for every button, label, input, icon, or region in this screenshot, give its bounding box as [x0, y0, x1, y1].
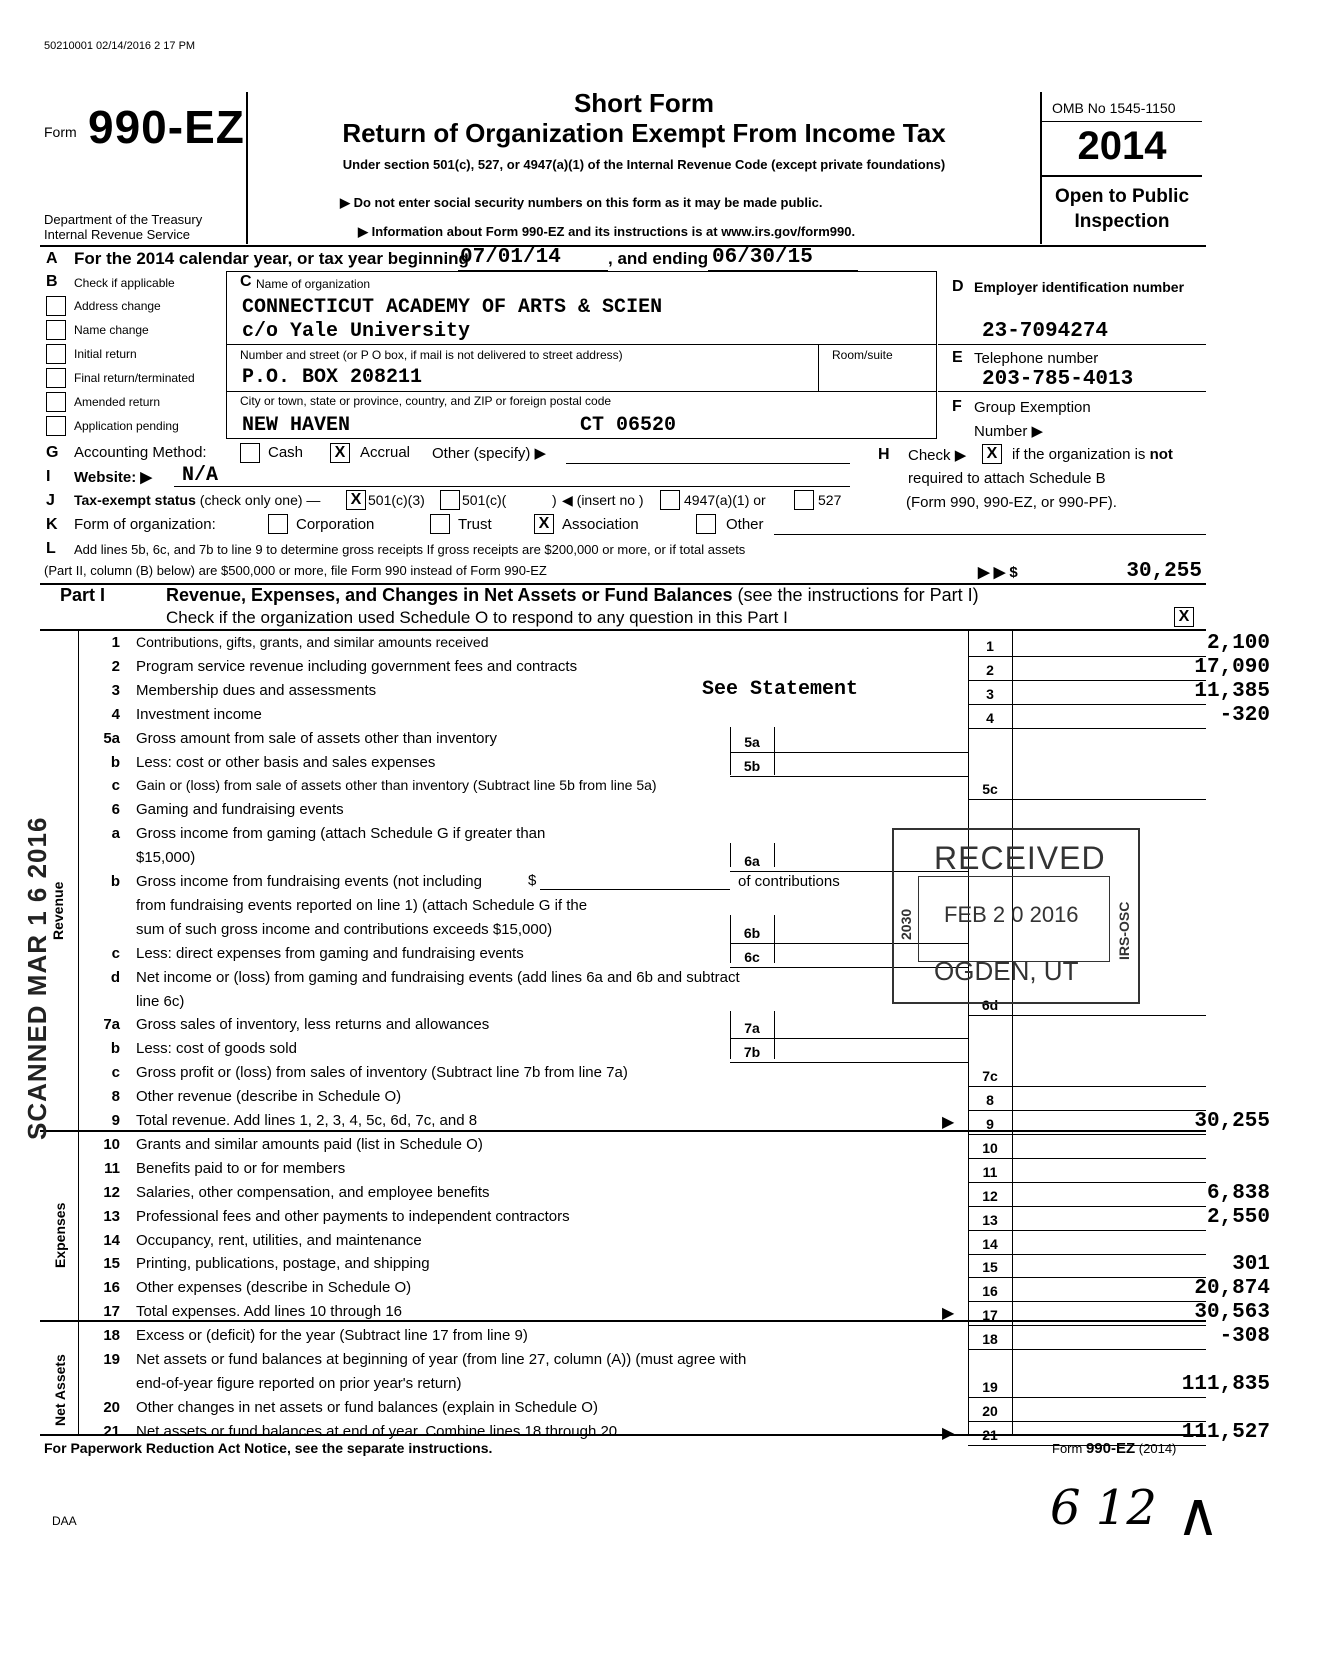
row-rule: [968, 704, 1206, 705]
website-value[interactable]: N/A: [182, 464, 219, 487]
stamp-date: FEB 2 0 2016: [944, 902, 1079, 927]
line-reference: 11: [982, 1164, 998, 1180]
line-number: 19: [103, 1351, 120, 1368]
line-description: Gross profit or (loss) from sales of inventory (Subtract line 7b from line 7a): [136, 1064, 628, 1081]
other-method-label: Other (specify) ▶: [432, 445, 547, 462]
line-number: 11: [104, 1160, 120, 1177]
group-number-label: Number ▶: [974, 423, 1044, 440]
row-rule: [730, 752, 968, 753]
fundraising-dollar: $: [528, 872, 537, 889]
line-amount-3[interactable]: 11,385: [1194, 680, 1270, 703]
line-number: 7a: [103, 1016, 120, 1033]
address-change-label: Address change: [74, 299, 161, 313]
line-l-text2: (Part II, column (B) below) are $500,000 or more, file Form 990 instead of Form 990-EZ: [44, 563, 547, 578]
line-number: a: [111, 825, 120, 842]
line-number: c: [111, 1064, 120, 1081]
line-h-letter: H: [878, 446, 890, 463]
row-rule: [968, 1015, 1206, 1016]
line-amount-16[interactable]: 20,874: [1194, 1277, 1270, 1300]
line-reference: 5a: [744, 734, 760, 750]
line-k-letter: K: [46, 516, 58, 533]
phone-value[interactable]: 203-785-4013: [982, 368, 1134, 391]
line-description: Gross income from fundraising events (not including: [136, 873, 482, 890]
line-i-letter: I: [46, 468, 51, 485]
line-number: b: [110, 1040, 120, 1057]
line-description: Less: direct expenses from gaming and fundraising events: [136, 945, 524, 962]
group-exemption-label: Group Exemption: [974, 399, 1091, 416]
line-description: Printing, publications, postage, and shipping: [136, 1255, 430, 1272]
line-number: c: [111, 945, 120, 962]
line-number: 9: [111, 1112, 120, 1129]
form-subtitle: Under section 501(c), 527, or 4947(a)(1) of the Internal Revenue Code (except private foundations): [342, 157, 946, 172]
amended-return-checkbox[interactable]: [46, 392, 66, 412]
paperwork-notice: For Paperwork Reduction Act Notice, see the separate instructions.: [44, 1440, 493, 1456]
phone-label: Telephone number: [974, 350, 1099, 367]
line-number: 16: [103, 1279, 120, 1296]
line-reference: 20: [982, 1403, 998, 1419]
line-number: 10: [103, 1136, 120, 1153]
part-i-title: Revenue, Expenses, and Changes in Net Assets or Fund Balances (see the instructions for Part I): [166, 585, 979, 605]
line-description: end-of-year figure reported on prior year's return): [136, 1375, 462, 1392]
line-number: 18: [103, 1327, 120, 1344]
line-reference: 15: [982, 1259, 998, 1275]
gross-receipts-value[interactable]: 30,255: [1126, 560, 1202, 583]
form-of-org-label: Form of organization:: [74, 516, 216, 533]
row-rule: [968, 1325, 1206, 1326]
cash-label: Cash: [268, 444, 304, 461]
stamp-place: OGDEN, UT: [934, 956, 1079, 986]
handwritten-mark: ∧: [1176, 1480, 1220, 1550]
row-rule: [968, 728, 1206, 729]
row-rule: [968, 1158, 1206, 1159]
row-rule: [968, 1397, 1206, 1398]
tax-year: 2014: [1077, 124, 1167, 168]
room-suite-label: Room/suite: [832, 348, 893, 362]
line-number: 2: [111, 658, 120, 675]
527-label: 527: [818, 492, 842, 508]
4947-label: 4947(a)(1) or: [684, 492, 766, 508]
line-a-and-ending: , and ending: [608, 249, 709, 268]
amended-return-label: Amended return: [74, 395, 161, 409]
line-description: line 6c): [136, 993, 185, 1010]
row-rule: [968, 799, 1206, 800]
part-i-label: Part I: [60, 585, 106, 605]
line-description: Program service revenue including government fees and contracts: [136, 658, 578, 675]
row-rule: [968, 1110, 1206, 1111]
line-number: 21: [103, 1423, 120, 1440]
row-rule: [968, 656, 1206, 657]
line-number: 17: [103, 1303, 120, 1320]
row-rule: [730, 776, 968, 777]
line-description: Salaries, other compensation, and employee benefits: [136, 1184, 490, 1201]
initial-return-checkbox[interactable]: [46, 344, 66, 364]
line-reference: 18: [982, 1331, 998, 1347]
accrual-checkbox[interactable]: X: [330, 443, 350, 463]
org-name-line2[interactable]: c/o Yale University: [242, 320, 471, 343]
line-reference: 6c: [744, 949, 760, 965]
line-description: Total revenue. Add lines 1, 2, 3, 4, 5c, 6d, 7c, and 8: [136, 1112, 478, 1129]
line-number: c: [111, 777, 120, 794]
stamp-code: 2030: [898, 908, 914, 940]
omb-number: OMB No 1545-1150: [1052, 100, 1176, 116]
line-description: Grants and similar amounts paid (list in Schedule O): [136, 1136, 483, 1153]
notice-info: ▶ Information about Form 990-EZ and its instructions is at www.irs.gov/form990.: [358, 224, 856, 239]
line-number: 3: [111, 682, 120, 699]
line-description: Investment income: [136, 706, 262, 723]
row-rule: [730, 1062, 968, 1063]
line-number: 1: [111, 634, 120, 651]
line-reference: 6b: [743, 925, 761, 941]
line-amount-9[interactable]: 30,255: [1194, 1110, 1270, 1133]
scanned-stamp: SCANNED MAR 1 6 2016: [22, 816, 52, 1140]
handwritten-note: 6 12: [1050, 1480, 1157, 1536]
street-label: Number and street (or P O box, if mail is not delivered to street address): [240, 348, 623, 362]
line-reference: 10: [982, 1140, 998, 1156]
line-amount-13[interactable]: 2,550: [1206, 1206, 1270, 1229]
row-rule: [968, 1421, 1206, 1422]
application-pending-checkbox[interactable]: [46, 416, 66, 436]
section-c-letter: C: [240, 273, 252, 290]
tax-year-end[interactable]: 06/30/15: [712, 246, 813, 269]
total-arrow-icon: ▶: [942, 1305, 955, 1322]
corporation-label: Corporation: [296, 516, 375, 533]
line-reference: 6d: [981, 997, 999, 1013]
line-reference: 17: [982, 1307, 998, 1323]
form-number: 990-EZ: [88, 101, 245, 153]
line-reference: 16: [982, 1283, 998, 1299]
stamp-received: RECEIVED: [934, 840, 1106, 876]
line-number: 13: [103, 1208, 120, 1225]
total-arrow-icon: ▶: [942, 1425, 955, 1442]
department-line2: Internal Revenue Service: [44, 227, 190, 242]
section-d-letter: D: [952, 278, 964, 295]
line-a-text: For the 2014 calendar year, or tax year beginning: [74, 249, 469, 268]
line-number: 20: [103, 1399, 120, 1416]
line-reference: 13: [982, 1212, 998, 1228]
line-description: $15,000): [136, 849, 196, 866]
document-stamp: 50210001 02/14/2016 2 17 PM: [44, 40, 196, 52]
501c3-checkbox[interactable]: X: [346, 490, 366, 510]
ein-label: Employer identification number: [974, 279, 1185, 295]
line-b-letter: B: [46, 273, 58, 290]
received-stamp: [892, 828, 1140, 1004]
row-rule: [968, 1086, 1206, 1087]
line-description: Gross amount from sale of assets other than inventory: [136, 730, 498, 747]
line-description: Other revenue (describe in Schedule O): [136, 1088, 402, 1105]
of-contributions: of contributions: [738, 873, 840, 890]
row-rule: [968, 1349, 1206, 1350]
line-reference: 8: [986, 1092, 994, 1108]
501c3-label: 501(c)(3): [368, 492, 425, 508]
row-rule: [968, 1134, 1206, 1135]
department-line1: Department of the Treasury: [44, 212, 203, 227]
line-description: Total expenses. Add lines 10 through 16: [136, 1303, 403, 1320]
line-amount-12[interactable]: 6,838: [1206, 1182, 1270, 1205]
line-reference: 12: [982, 1188, 998, 1204]
line-reference: 5c: [982, 781, 998, 797]
line-reference: 4: [986, 710, 994, 726]
line-g-letter: G: [46, 444, 59, 461]
trust-label: Trust: [458, 516, 492, 533]
line-number: 14: [103, 1232, 120, 1249]
line-description: Less: cost of goods sold: [136, 1040, 297, 1057]
line-reference: 5b: [743, 758, 761, 774]
association-label: Association: [562, 516, 639, 533]
state-zip[interactable]: CT 06520: [580, 414, 677, 437]
row-rule: [968, 1230, 1206, 1231]
line-amount-15[interactable]: 301: [1232, 1253, 1270, 1276]
line-number: 4: [111, 706, 120, 723]
line-amount-2[interactable]: 17,090: [1194, 656, 1270, 679]
line-h-text3: (Form 990, 990-EZ, or 990-PF).: [906, 494, 1117, 511]
line-reference: 2: [986, 662, 994, 678]
line-number: 8: [111, 1088, 120, 1105]
line-reference: 1: [986, 638, 994, 654]
501c-label: 501(c)(: [462, 492, 507, 508]
line-description: from fundraising events reported on line 1) (attach Schedule G if the: [136, 897, 588, 914]
corporation-checkbox[interactable]: [268, 514, 288, 534]
line-number: b: [110, 873, 120, 890]
see-statement: See Statement: [702, 678, 859, 701]
accrual-label: Accrual: [360, 444, 411, 461]
insert-no-label: ◀ (insert no ): [562, 492, 644, 508]
line-number: 12: [103, 1184, 120, 1201]
line-amount-21[interactable]: 111,527: [1181, 1421, 1270, 1444]
line-reference: 21: [982, 1427, 998, 1443]
line-reference: 7a: [744, 1020, 760, 1036]
line-description: Professional fees and other payments to independent contractors: [136, 1208, 570, 1225]
line-number: b: [110, 754, 120, 771]
row-rule: [968, 680, 1206, 681]
final-return-label: Final return/terminated: [74, 371, 195, 385]
total-arrow-icon: ▶: [942, 1114, 955, 1131]
revenue-side-label: Revenue: [50, 881, 66, 940]
line-description: Net assets or fund balances at end of year. Combine lines 18 through 20: [136, 1423, 618, 1440]
other-org-label: Other: [726, 516, 764, 533]
line-h-text2: required to attach Schedule B: [908, 470, 1106, 487]
line-a-letter: A: [46, 250, 58, 267]
line-description: Net assets or fund balances at beginning of year (from line 27, column (A)) (must agree with: [136, 1351, 747, 1368]
cash-checkbox[interactable]: [240, 443, 260, 463]
501c-close: ): [552, 492, 557, 508]
form-title-main: Return of Organization Exempt From Income Tax: [342, 118, 946, 148]
application-pending-label: Application pending: [74, 419, 179, 433]
line-j-letter: J: [46, 492, 55, 509]
notice-ssn: ▶ Do not enter social security numbers on this form as it may be made public.: [340, 195, 823, 210]
line-number: 5a: [103, 730, 120, 747]
line-l-text1: Add lines 5b, 6c, and 7b to line 9 to determine gross receipts If gross receipts are $200,000 or more, or if total assets: [74, 542, 746, 557]
org-name-line1[interactable]: CONNECTICUT ACADEMY OF ARTS & SCIEN: [242, 296, 663, 319]
line-number: 15: [103, 1255, 120, 1272]
name-change-label: Name change: [74, 323, 149, 337]
line-description: Net income or (loss) from gaming and fundraising events (add lines 6a and 6b and subtract: [136, 969, 740, 986]
open-to-public: Open to Public: [1054, 186, 1190, 207]
527-checkbox[interactable]: [794, 490, 814, 510]
501c-checkbox[interactable]: [440, 490, 460, 510]
association-checkbox[interactable]: X: [534, 514, 554, 534]
row-rule: [968, 1206, 1206, 1207]
stamp-side: IRS-OSC: [1116, 901, 1132, 960]
line-description: Gain or (loss) from sale of assets other than inventory (Subtract line 5b from line 5a): [136, 777, 657, 793]
4947-checkbox[interactable]: [660, 490, 680, 510]
line-amount-18[interactable]: -308: [1219, 1325, 1270, 1348]
city[interactable]: NEW HAVEN: [242, 414, 351, 437]
line-reference: 9: [986, 1116, 994, 1132]
line-number: d: [110, 969, 120, 986]
line-description: Other changes in net assets or fund balances (explain in Schedule O): [136, 1399, 598, 1416]
other-org-checkbox[interactable]: [696, 514, 716, 534]
line-l-letter: L: [46, 540, 56, 557]
line-description: Gaming and fundraising events: [136, 801, 344, 818]
net-assets-side-label: Net Assets: [52, 1354, 68, 1426]
row-rule: [968, 1254, 1206, 1255]
line-reference: 3: [986, 686, 994, 702]
line-reference: 7b: [743, 1044, 761, 1060]
line-amount-17[interactable]: 30,563: [1194, 1301, 1270, 1324]
line-description: Excess or (deficit) for the year (Subtract line 17 from line 9): [136, 1327, 528, 1344]
schedule-o-checkbox[interactable]: X: [1174, 607, 1194, 627]
section-f-letter: F: [952, 398, 962, 415]
line-description: Other expenses (describe in Schedule O): [136, 1279, 412, 1296]
org-name-label: Name of organization: [256, 277, 371, 291]
schedule-b-checkbox[interactable]: X: [982, 444, 1002, 464]
city-label: City or town, state or province, country, and ZIP or foreign postal code: [240, 394, 612, 408]
line-description: Gross sales of inventory, less returns and allowances: [136, 1016, 490, 1033]
line-reference: 7c: [982, 1068, 998, 1084]
line-h-check-label: Check ▶: [908, 447, 967, 464]
line-amount-4[interactable]: -320: [1219, 704, 1270, 727]
check-if-applicable: Check if applicable: [74, 276, 175, 290]
line-description: Less: cost or other basis and sales expenses: [136, 754, 436, 771]
line-reference: 19: [982, 1379, 998, 1395]
row-rule: [968, 1182, 1206, 1183]
line-h-text1: if the organization is not: [1012, 446, 1173, 463]
footer-form: Form 990-EZ (2014): [1052, 1440, 1177, 1457]
daa-label: DAA: [52, 1514, 77, 1528]
line-number: 6: [111, 801, 120, 818]
line-description: Benefits paid to or for members: [136, 1160, 346, 1177]
line-description: sum of such gross income and contributions exceeds $15,000): [136, 921, 553, 938]
row-rule: [730, 1038, 968, 1039]
line-description: Gross income from gaming (attach Schedule G if greater than: [136, 825, 546, 842]
inspection: Inspection: [1074, 211, 1170, 232]
row-rule: [968, 1277, 1206, 1278]
accounting-method-label: Accounting Method:: [74, 444, 207, 461]
line-description: Membership dues and assessments: [136, 682, 377, 699]
section-e-letter: E: [952, 349, 963, 366]
line-reference: 6a: [744, 853, 760, 869]
line-reference: 14: [982, 1236, 998, 1252]
trust-checkbox[interactable]: [430, 514, 450, 534]
form-title-short: Short Form: [573, 88, 715, 118]
line-description: Contributions, gifts, grants, and similar amounts received: [136, 634, 489, 650]
website-label: Website: ▶: [74, 469, 152, 486]
expenses-side-label: Expenses: [52, 1202, 68, 1268]
form-prefix: Form: [44, 124, 77, 140]
row-rule: [968, 1301, 1206, 1302]
schedule-o-text: Check if the organization used Schedule O to respond to any question in this Part I: [166, 608, 788, 627]
final-return-checkbox[interactable]: [46, 368, 66, 388]
address-change-checkbox[interactable]: [46, 296, 66, 316]
initial-return-label: Initial return: [74, 347, 137, 361]
name-change-checkbox[interactable]: [46, 320, 66, 340]
tax-year-begin[interactable]: 07/01/14: [460, 246, 561, 269]
line-l-dollar: ▶ ▶ $: [978, 564, 1018, 581]
line-amount-1[interactable]: 2,100: [1206, 632, 1270, 655]
line-amount-19[interactable]: 111,835: [1181, 1373, 1270, 1396]
street-address[interactable]: P.O. BOX 208211: [242, 366, 423, 389]
ein-value[interactable]: 23-7094274: [982, 320, 1109, 343]
line-description: Occupancy, rent, utilities, and maintenance: [136, 1232, 422, 1249]
tax-exempt-label: Tax-exempt status (check only one) —: [74, 492, 321, 508]
